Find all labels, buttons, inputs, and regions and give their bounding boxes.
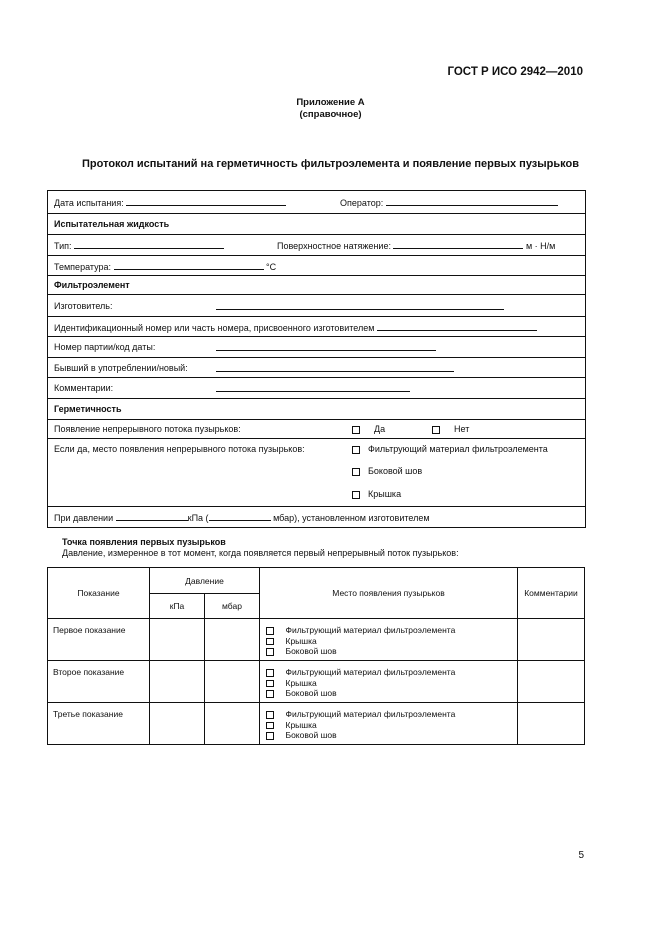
header-mbar: мбар bbox=[205, 594, 260, 619]
used-new-label: Бывший в употреблении/новый: bbox=[54, 362, 188, 373]
yes-label: Да bbox=[374, 424, 386, 434]
cap-checkbox[interactable] bbox=[352, 491, 360, 499]
if-yes-label: Если да, место появления непрерывного потока пузырьков: bbox=[54, 444, 305, 454]
comments-label: Комментарии: bbox=[54, 383, 114, 393]
id-number-label: Идентификационный номер или часть номера, присвоенного изготовителем bbox=[54, 322, 375, 333]
header-location: Место появления пузырьков bbox=[260, 568, 518, 619]
temperature-label: Температура: bbox=[54, 261, 112, 272]
option-label: Крышка bbox=[285, 719, 317, 730]
row-date-operator bbox=[48, 191, 585, 214]
filter-media-checkbox[interactable] bbox=[352, 446, 360, 454]
comments-cell[interactable] bbox=[518, 619, 585, 661]
test-date-field[interactable] bbox=[126, 196, 286, 206]
row-flow-location bbox=[48, 439, 585, 507]
first-bubble-description: Давление, измеренное в тот момент, когда появляется первый непрерывный поток пузырьков: bbox=[62, 548, 459, 558]
row-type-tension bbox=[48, 235, 585, 256]
type-label: Тип: bbox=[54, 241, 72, 251]
side-seam-label: Боковой шов bbox=[368, 466, 423, 476]
location-options bbox=[260, 619, 518, 661]
option-label: Крышка bbox=[285, 635, 317, 646]
operator-field[interactable] bbox=[386, 196, 558, 206]
row-fluid-heading bbox=[48, 214, 585, 235]
cap-label: Крышка bbox=[368, 489, 402, 499]
comments-field[interactable] bbox=[216, 382, 410, 392]
kpa-cell[interactable] bbox=[150, 661, 205, 703]
filter-media-label: Фильтрующий материал фильтроэлемента bbox=[368, 444, 548, 454]
type-field[interactable] bbox=[74, 239, 224, 249]
row-element-heading bbox=[48, 276, 585, 295]
batch-field[interactable] bbox=[216, 341, 436, 351]
annex-subtitle: (справочное) bbox=[299, 109, 362, 120]
side-seam-checkbox[interactable] bbox=[352, 468, 360, 476]
fluid-heading: Испытательная жидкость bbox=[54, 219, 170, 229]
cap-checkbox[interactable] bbox=[266, 638, 274, 646]
side-seam-checkbox[interactable] bbox=[266, 648, 274, 656]
option-label: Крышка bbox=[285, 677, 317, 688]
header-comments: Комментарии bbox=[518, 568, 585, 619]
row-tightness-heading bbox=[48, 399, 585, 420]
no-label: Нет bbox=[454, 424, 470, 434]
page-number: 5 bbox=[578, 850, 584, 861]
location-options bbox=[260, 703, 518, 745]
test-date-label: Дата испытания: bbox=[54, 198, 124, 208]
temperature-unit: °С bbox=[266, 261, 277, 272]
reading-label: Второе показание bbox=[48, 661, 150, 703]
surface-tension-unit: м · Н/м bbox=[525, 241, 556, 251]
id-number-field[interactable] bbox=[377, 321, 537, 331]
reading-label: Первое показание bbox=[48, 619, 150, 661]
batch-label: Номер партии/код даты: bbox=[54, 342, 156, 352]
temperature-field[interactable] bbox=[114, 260, 264, 270]
header-pressure: Давление bbox=[150, 568, 260, 594]
filter-media-checkbox[interactable] bbox=[266, 711, 274, 719]
row-id-number bbox=[48, 317, 585, 337]
continuous-flow-label: Появление непрерывного потока пузырьков: bbox=[54, 424, 241, 434]
filter-media-checkbox[interactable] bbox=[266, 627, 274, 635]
filter-media-checkbox[interactable] bbox=[266, 669, 274, 677]
row-used-new bbox=[48, 358, 585, 378]
first-bubble-heading: Точка появления первых пузырьков bbox=[62, 537, 226, 547]
cap-checkbox[interactable] bbox=[266, 680, 274, 688]
mbar-cell[interactable] bbox=[205, 619, 260, 661]
standard-number: ГОСТ Р ИСО 2942—2010 bbox=[447, 66, 583, 78]
option-label: Боковой шов bbox=[285, 730, 337, 740]
results-table bbox=[47, 567, 585, 745]
cap-checkbox[interactable] bbox=[266, 722, 274, 730]
location-options bbox=[260, 661, 518, 703]
option-label: Боковой шов bbox=[285, 646, 337, 656]
pressure-prefix: При давлении bbox=[54, 513, 114, 523]
pressure-kpa-field[interactable] bbox=[116, 511, 188, 521]
pressure-mbar-field[interactable] bbox=[209, 511, 271, 521]
table-row bbox=[48, 661, 585, 703]
surface-tension-label: Поверхностное натяжение: bbox=[277, 241, 391, 251]
yes-checkbox[interactable] bbox=[352, 426, 360, 434]
row-continuous-flow bbox=[48, 420, 585, 439]
no-checkbox[interactable] bbox=[432, 426, 440, 434]
reading-label: Третье показание bbox=[48, 703, 150, 745]
operator-label: Оператор: bbox=[340, 198, 384, 208]
header-kpa: кПа bbox=[150, 594, 205, 619]
manufacturer-label: Изготовитель: bbox=[54, 300, 113, 311]
table-row bbox=[48, 619, 585, 661]
row-temperature bbox=[48, 256, 585, 276]
used-new-field[interactable] bbox=[216, 362, 454, 372]
kpa-cell[interactable] bbox=[150, 703, 205, 745]
pressure-suffix: мбар), установленном изготовителем bbox=[273, 513, 430, 523]
mbar-cell[interactable] bbox=[205, 703, 260, 745]
row-manufacturer bbox=[48, 295, 585, 317]
option-label: Фильтрующий материал фильтроэлемента bbox=[285, 709, 456, 719]
kpa-cell[interactable] bbox=[150, 619, 205, 661]
row-batch bbox=[48, 337, 585, 358]
table-row bbox=[48, 703, 585, 745]
option-label: Боковой шов bbox=[285, 688, 337, 698]
row-pressure bbox=[48, 507, 585, 527]
surface-tension-field[interactable] bbox=[393, 239, 523, 249]
option-label: Фильтрующий материал фильтроэлемента bbox=[285, 667, 456, 677]
element-heading: Фильтроэлемент bbox=[54, 280, 130, 290]
document-title: Протокол испытаний на герметичность фильтроэлемента и появление первых пузырьков bbox=[82, 158, 579, 170]
header-reading: Показание bbox=[48, 568, 150, 619]
side-seam-checkbox[interactable] bbox=[266, 732, 274, 740]
manufacturer-field[interactable] bbox=[216, 300, 504, 310]
test-protocol-form bbox=[47, 190, 586, 528]
comments-cell[interactable] bbox=[518, 703, 585, 745]
row-comments bbox=[48, 378, 585, 399]
option-label: Фильтрующий материал фильтроэлемента bbox=[285, 625, 456, 635]
pressure-kpa-label: кПа ( bbox=[187, 513, 209, 523]
tightness-heading: Герметичность bbox=[54, 404, 122, 414]
mbar-cell[interactable] bbox=[205, 661, 260, 703]
comments-cell[interactable] bbox=[518, 661, 585, 703]
annex-title: Приложение А bbox=[296, 97, 365, 108]
side-seam-checkbox[interactable] bbox=[266, 690, 274, 698]
